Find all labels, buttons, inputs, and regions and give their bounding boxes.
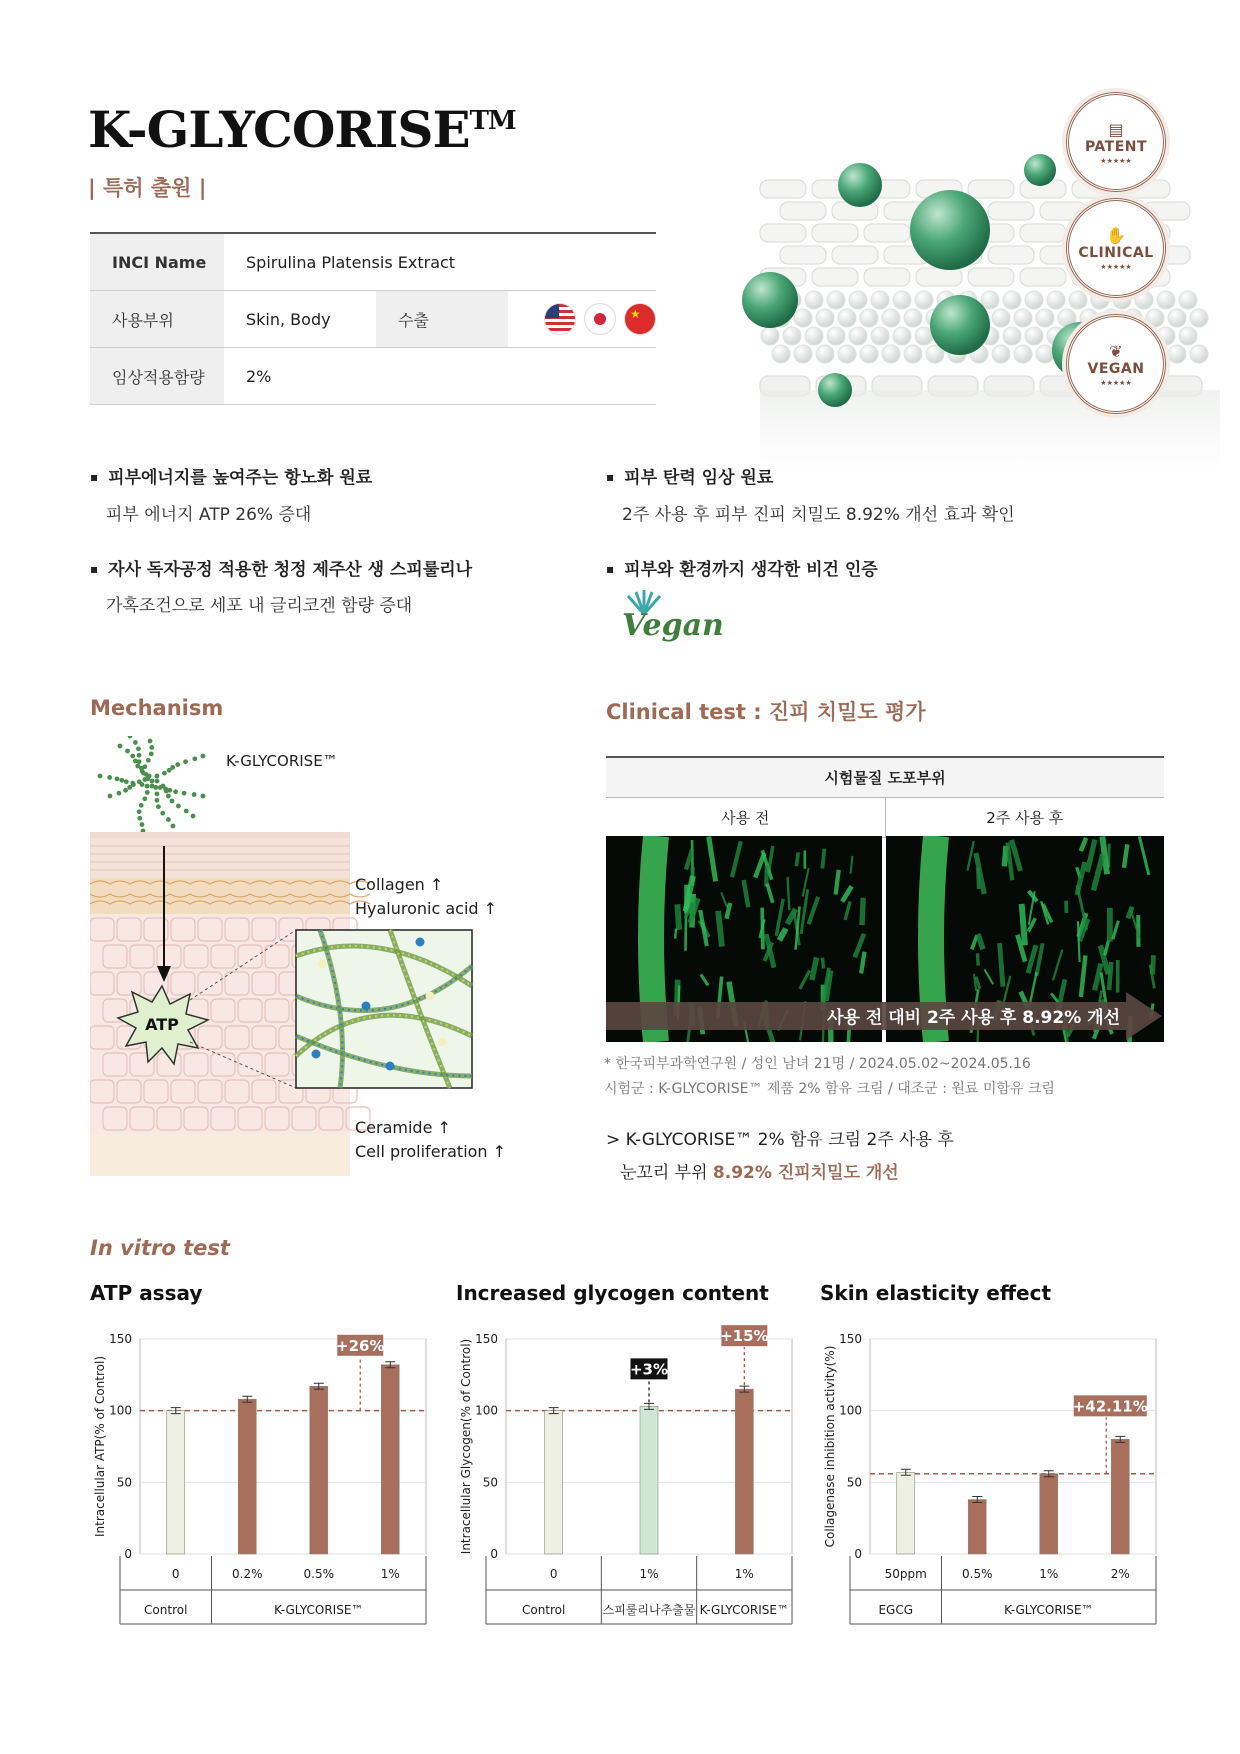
inci-label: INCI Name <box>90 233 224 291</box>
mechanism-heading: Mechanism <box>90 696 224 720</box>
clinical-note-1: * 한국피부과학연구원 / 성인 남녀 21명 / 2024.05.02~2024.05.16 <box>604 1056 1031 1072</box>
x-tick-label: 1% <box>734 1567 754 1581</box>
after-label: 2주 사용 후 <box>885 798 1164 838</box>
y-tick-label: 0 <box>124 1547 132 1561</box>
export-label: 수출 <box>376 291 508 348</box>
y-tick-label: 50 <box>116 1475 132 1490</box>
collagen-label: Collagen ↑ <box>355 875 444 894</box>
atp-label: ATP <box>145 1015 179 1034</box>
mechanism-diagram <box>90 736 510 1176</box>
group-label: Control <box>521 1603 566 1617</box>
bar <box>167 1411 185 1554</box>
feature-1-title: ▪ 피부에너지를 높여주는 항노화 원료 <box>90 463 372 488</box>
elasticity-chart <box>820 1325 1160 1625</box>
inci-value: Spirulina Platensis Extract <box>224 233 656 291</box>
leaf-icon: ❦ <box>1109 341 1123 361</box>
bar <box>897 1472 915 1554</box>
spirulina-icon <box>98 736 206 833</box>
effects-bottom <box>355 1116 506 1164</box>
y-tick-label: 50 <box>846 1475 862 1490</box>
china-flag-icon: ★ <box>624 303 656 335</box>
bar <box>310 1386 328 1554</box>
x-tick-label: 1% <box>1039 1567 1059 1581</box>
vegan-logo: Vegan <box>622 590 712 650</box>
use-label: 사용부위 <box>90 291 224 348</box>
feature-2-title: ▪ 피부 탄력 임상 원료 <box>606 463 773 488</box>
clinical-result-2: 눈꼬리 부위 8.92% 진피치밀도 개선 <box>620 1163 899 1183</box>
dose-value: 2% <box>224 348 656 405</box>
annotation-label: +42.11% <box>1072 1397 1148 1416</box>
bar <box>1040 1474 1058 1554</box>
hand-icon: ✋ <box>1106 225 1126 245</box>
before-label: 사용 전 <box>606 798 885 838</box>
y-tick-label: 150 <box>109 1332 132 1346</box>
bar <box>545 1411 563 1554</box>
us-flag-icon <box>544 303 576 335</box>
dose-label: 임상적용함량 <box>90 348 224 405</box>
feature-2-text: 2주 사용 후 피부 진피 치밀도 8.92% 개선 효과 확인 <box>622 505 1015 525</box>
x-tick-label: 1% <box>639 1567 659 1581</box>
group-label: Control <box>144 1603 188 1617</box>
feature-4-title: ▪ 피부와 환경까지 생각한 비건 인증 <box>606 555 878 580</box>
clinical-badge: ✋ CLINICAL ★★★★★ <box>1066 198 1166 298</box>
y-tick-label: 100 <box>839 1403 862 1418</box>
x-tick-label: 0 <box>171 1567 180 1581</box>
x-tick-label: 50ppm <box>884 1567 927 1581</box>
bar <box>968 1500 986 1554</box>
x-tick-label: 0.2% <box>232 1567 263 1581</box>
chart-3-title: Skin elasticity effect <box>820 1281 1052 1305</box>
clinical-result-1: > K-GLYCORISE™ 2% 함유 크림 2주 사용 후 <box>606 1130 954 1150</box>
bar <box>735 1389 753 1554</box>
y-tick-label: 100 <box>109 1403 132 1418</box>
use-value: Skin, Body <box>224 291 376 348</box>
y-tick-label: 100 <box>475 1403 498 1418</box>
bar <box>640 1406 658 1554</box>
invitro-heading: In vitro test <box>90 1236 230 1260</box>
bar <box>1111 1439 1129 1554</box>
product-title: K-GLYCORISE™ <box>88 100 516 159</box>
group-label: K-GLYCORISE™ <box>274 1603 364 1617</box>
x-tick-label: 2% <box>1110 1567 1130 1581</box>
clinical-heading: Clinical test : 진피 치밀도 평가 <box>606 700 926 724</box>
skin-cell-illustration <box>740 140 1240 470</box>
ultrasound-images <box>606 836 1164 1042</box>
y-tick-label: 0 <box>490 1547 498 1561</box>
chart-2-title: Increased glycogen content <box>456 1281 769 1305</box>
vegan-badge: ❦ VEGAN ★★★★★ <box>1066 314 1166 414</box>
chart-1-title: ATP assay <box>90 1281 203 1305</box>
atp-assay-chart <box>90 1325 430 1625</box>
y-tick-label: 50 <box>482 1475 498 1490</box>
y-tick-label: 150 <box>475 1332 498 1346</box>
clinical-note-2: 시험군 : K-GLYCORISE™ 제품 2% 함유 크림 / 대조군 : 원료 미함유 크림 <box>604 1081 1055 1097</box>
annotation-label: +3% <box>629 1360 669 1379</box>
japan-flag-icon <box>584 303 616 335</box>
group-label: K-GLYCORISE™ <box>1004 1603 1094 1617</box>
clinical-table-header: 시험물질 도포부위 <box>606 757 1164 798</box>
annotation-label: +26% <box>336 1336 385 1355</box>
feature-3-text: 가혹조건으로 세포 내 글리코겐 함량 증대 <box>106 596 413 616</box>
bar <box>238 1399 256 1554</box>
y-tick-label: 150 <box>839 1332 862 1346</box>
hyaluronic-label: Hyaluronic acid ↑ <box>355 899 498 918</box>
y-axis-label: Collagenase inhibition activity(%) <box>823 1345 837 1548</box>
export-flags <box>530 303 656 335</box>
y-axis-label: Intracellular Glycogen(% of Control) <box>459 1338 473 1555</box>
group-label: EGCG <box>878 1603 914 1617</box>
patent-subtitle: | 특허 출원 | <box>88 176 207 200</box>
y-axis-label: Intracellular ATP(% of Control) <box>93 1355 107 1538</box>
group-label: 스피룰리나추출물 <box>602 1603 696 1617</box>
ingredient-info-table <box>90 232 656 405</box>
patent-badge: ▤ PATENT ★★★★★ <box>1066 92 1166 192</box>
compound-label: K-GLYCORISE™ <box>226 752 338 770</box>
ceramide-label: Ceramide ↑ <box>355 1118 451 1137</box>
y-tick-label: 0 <box>854 1547 862 1561</box>
group-label: K-GLYCORISE™ <box>699 1603 790 1617</box>
annotation-label: +15% <box>720 1327 769 1346</box>
x-tick-label: 0 <box>549 1567 558 1581</box>
effects-top <box>355 873 497 921</box>
document-icon: ▤ <box>1108 119 1124 139</box>
feature-1-text: 피부 에너지 ATP 26% 증대 <box>106 505 312 525</box>
glycogen-chart <box>456 1325 796 1625</box>
x-tick-label: 0.5% <box>962 1567 993 1581</box>
x-tick-label: 1% <box>380 1567 400 1581</box>
x-tick-label: 0.5% <box>303 1567 334 1581</box>
bar <box>381 1365 399 1554</box>
cell-proliferation-label: Cell proliferation ↑ <box>355 1142 507 1161</box>
feature-3-title: ▪ 자사 독자공정 적용한 청정 제주산 생 스피룰리나 <box>90 555 472 580</box>
clinical-table <box>606 756 1164 838</box>
improvement-text: 사용 전 대비 2주 사용 후 8.92% 개선 <box>827 1008 1120 1028</box>
